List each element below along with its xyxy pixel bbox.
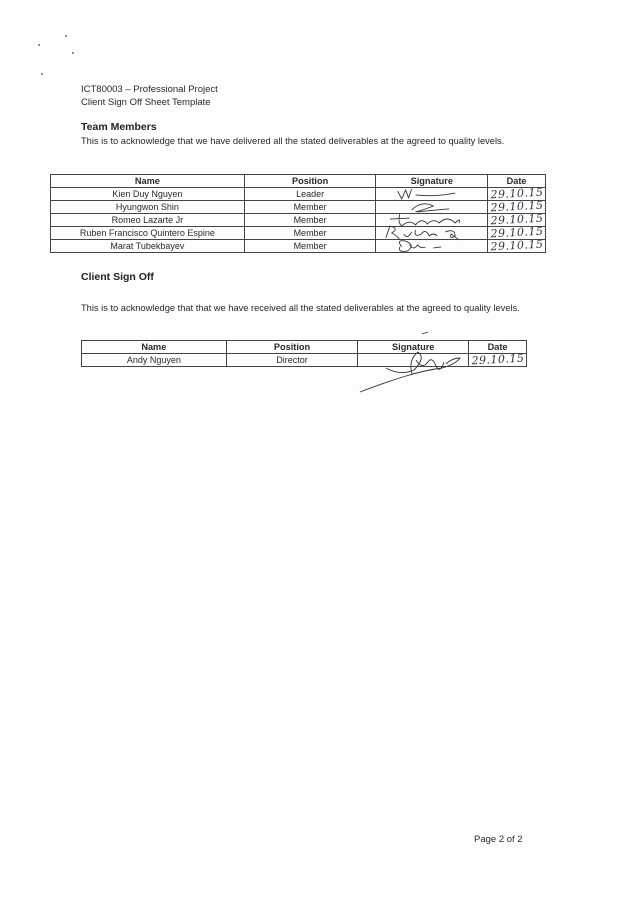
member-name: Ruben Francisco Quintero Espine bbox=[51, 227, 245, 240]
handwritten-date: 29.10.15 bbox=[470, 351, 525, 368]
team-acknowledgement-text: This is to acknowledge that we have delivered all the stated deliverables at the agreed to quality levels. bbox=[81, 136, 505, 146]
handwritten-date: 29.10.15 bbox=[489, 237, 544, 254]
handwritten-date: 29.10.15 bbox=[489, 211, 544, 228]
column-header-name: Name bbox=[51, 175, 245, 188]
signature-cell bbox=[376, 240, 488, 253]
column-header-position: Position bbox=[226, 341, 358, 354]
client-signoff-heading: Client Sign Off bbox=[81, 271, 154, 283]
column-header-date: Date bbox=[469, 341, 527, 354]
column-header-signature: Signature bbox=[358, 341, 469, 354]
member-name: Hyungwon Shin bbox=[51, 201, 245, 214]
member-position: Leader bbox=[244, 188, 376, 201]
column-header-name: Name bbox=[82, 341, 227, 354]
date-cell bbox=[488, 237, 546, 254]
table-row bbox=[51, 240, 546, 253]
scan-speck bbox=[38, 44, 40, 46]
scan-speck bbox=[41, 73, 43, 75]
member-position: Member bbox=[244, 240, 376, 253]
client-acknowledgement-text: This is to acknowledge that that we have received all the stated deliverables at the agreed to quality levels. bbox=[81, 303, 520, 313]
handwritten-date: 29.10.15 bbox=[489, 198, 544, 215]
member-position: Member bbox=[244, 227, 376, 240]
member-position: Member bbox=[244, 201, 376, 214]
column-header-position: Position bbox=[244, 175, 376, 188]
member-name: Kien Duy Nguyen bbox=[51, 188, 245, 201]
client-position: Director bbox=[226, 354, 358, 367]
client-handwritten-signature bbox=[356, 330, 476, 400]
team-members-heading: Team Members bbox=[81, 121, 157, 133]
handwritten-date: 29.10.15 bbox=[489, 185, 544, 202]
handwritten-date: 29.10.15 bbox=[489, 224, 544, 241]
scan-speck bbox=[65, 35, 67, 37]
column-header-date: Date bbox=[488, 175, 546, 188]
handwritten-signature bbox=[376, 237, 487, 255]
scan-speck bbox=[72, 52, 74, 54]
date-cell bbox=[469, 351, 527, 368]
course-title: ICT80003 – Professional Project bbox=[81, 84, 218, 95]
member-position: Member bbox=[244, 214, 376, 227]
member-name: Marat Tubekbayev bbox=[51, 240, 245, 253]
client-name: Andy Nguyen bbox=[82, 354, 227, 367]
member-name: Romeo Lazarte Jr bbox=[51, 214, 245, 227]
document-title: Client Sign Off Sheet Template bbox=[81, 97, 211, 108]
page-number: Page 2 of 2 bbox=[474, 834, 523, 845]
column-header-signature: Signature bbox=[376, 175, 488, 188]
team-signoff-table bbox=[50, 174, 546, 253]
